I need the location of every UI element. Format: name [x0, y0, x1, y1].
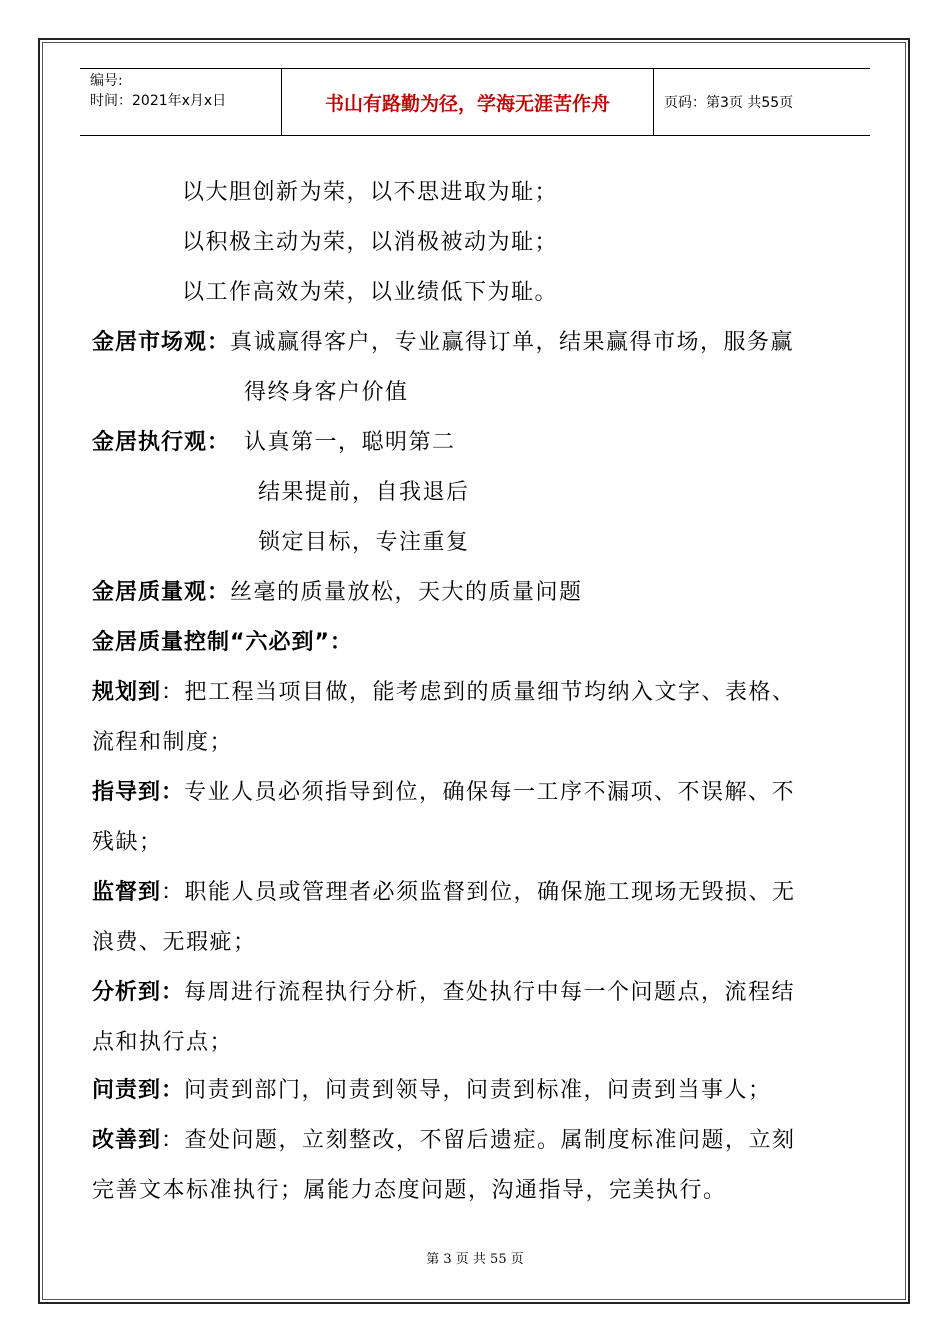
- page-footer: 第 3 页 共 55 页: [426, 1252, 524, 1267]
- improvement-line: [92, 1126, 796, 1156]
- text-line: 得终身客户价值: [244, 380, 409, 405]
- text-line: 残缺；: [92, 830, 163, 855]
- guidance-line: [92, 778, 795, 808]
- execution-view-line: [92, 428, 456, 458]
- text-line: 结果提前，自我退后: [258, 480, 470, 505]
- accountability-text: 问责到部门，问责到领导，问责到标准，问责到当事人；: [184, 1078, 772, 1103]
- time-label: 时间：2021年x月x日: [90, 93, 227, 109]
- text-line: 以工作高效为荣，以业绩低下为耻。: [182, 280, 559, 305]
- market-view-text: 真诚赢得客户，专业赢得订单，结果赢得市场，服务赢: [230, 330, 795, 355]
- analysis-line: [92, 978, 795, 1008]
- market-view-title: 金居市场观：: [92, 330, 231, 355]
- planning-line: [92, 678, 796, 708]
- execution-view-title: 金居执行观：: [92, 430, 231, 455]
- text-line: 以大胆创新为荣，以不思进取为耻；: [182, 180, 559, 205]
- improvement-title: 改善到: [92, 1128, 162, 1153]
- header-motto: 书山有路勤为径，学海无涯苦作舟: [282, 69, 654, 135]
- accountability-title: 问责到：: [92, 1078, 185, 1103]
- analysis-title: 分析到：: [92, 980, 185, 1005]
- analysis-text: 每周进行流程执行分析，查处执行中每一个问题点，流程结: [184, 980, 796, 1005]
- document-header: [80, 68, 870, 136]
- supervision-line: [92, 878, 796, 908]
- improvement-text: ：查处问题，立刻整改，不留后遗症。属制度标准问题，立刻: [161, 1128, 796, 1153]
- text-line: 浪费、无瑕疵；: [92, 930, 257, 955]
- guidance-title: 指导到：: [92, 780, 185, 805]
- execution-view-text: 认真第一，聪明第二: [244, 430, 456, 455]
- quality-view-text: 丝毫的质量放松，天大的质量问题: [230, 580, 583, 605]
- supervision-title: 监督到: [92, 880, 162, 905]
- text-line: 锁定目标，专注重复: [258, 530, 470, 555]
- text-line: 完善文本标准执行；属能力态度问题，沟通指导，完美执行。: [92, 1178, 727, 1203]
- guidance-text: 专业人员必须指导到位，确保每一工序不漏项、不误解、不: [184, 780, 796, 805]
- text-line: 点和执行点；: [92, 1030, 234, 1055]
- quality-control-title: 金居质量控制“六必到”：: [92, 630, 353, 655]
- market-view-line: [92, 328, 794, 358]
- quality-view-title: 金居质量观：: [92, 580, 231, 605]
- supervision-text: ：职能人员或管理者必须监督到位，确保施工现场无毁损、无: [161, 880, 796, 905]
- text-line: 以积极主动为荣，以消极被动为耻；: [182, 230, 559, 255]
- text-line: 流程和制度；: [92, 730, 234, 755]
- planning-title: 规划到: [92, 680, 162, 705]
- quality-view-line: [92, 578, 583, 608]
- header-page-info: 页码：第3页 共55页: [664, 95, 794, 111]
- accountability-line: [92, 1076, 772, 1106]
- header-meta: [80, 69, 282, 135]
- planning-text: ：把工程当项目做，能考虑到的质量细节均纳入文字、表格、: [161, 680, 796, 705]
- number-label: 编号:: [90, 73, 123, 89]
